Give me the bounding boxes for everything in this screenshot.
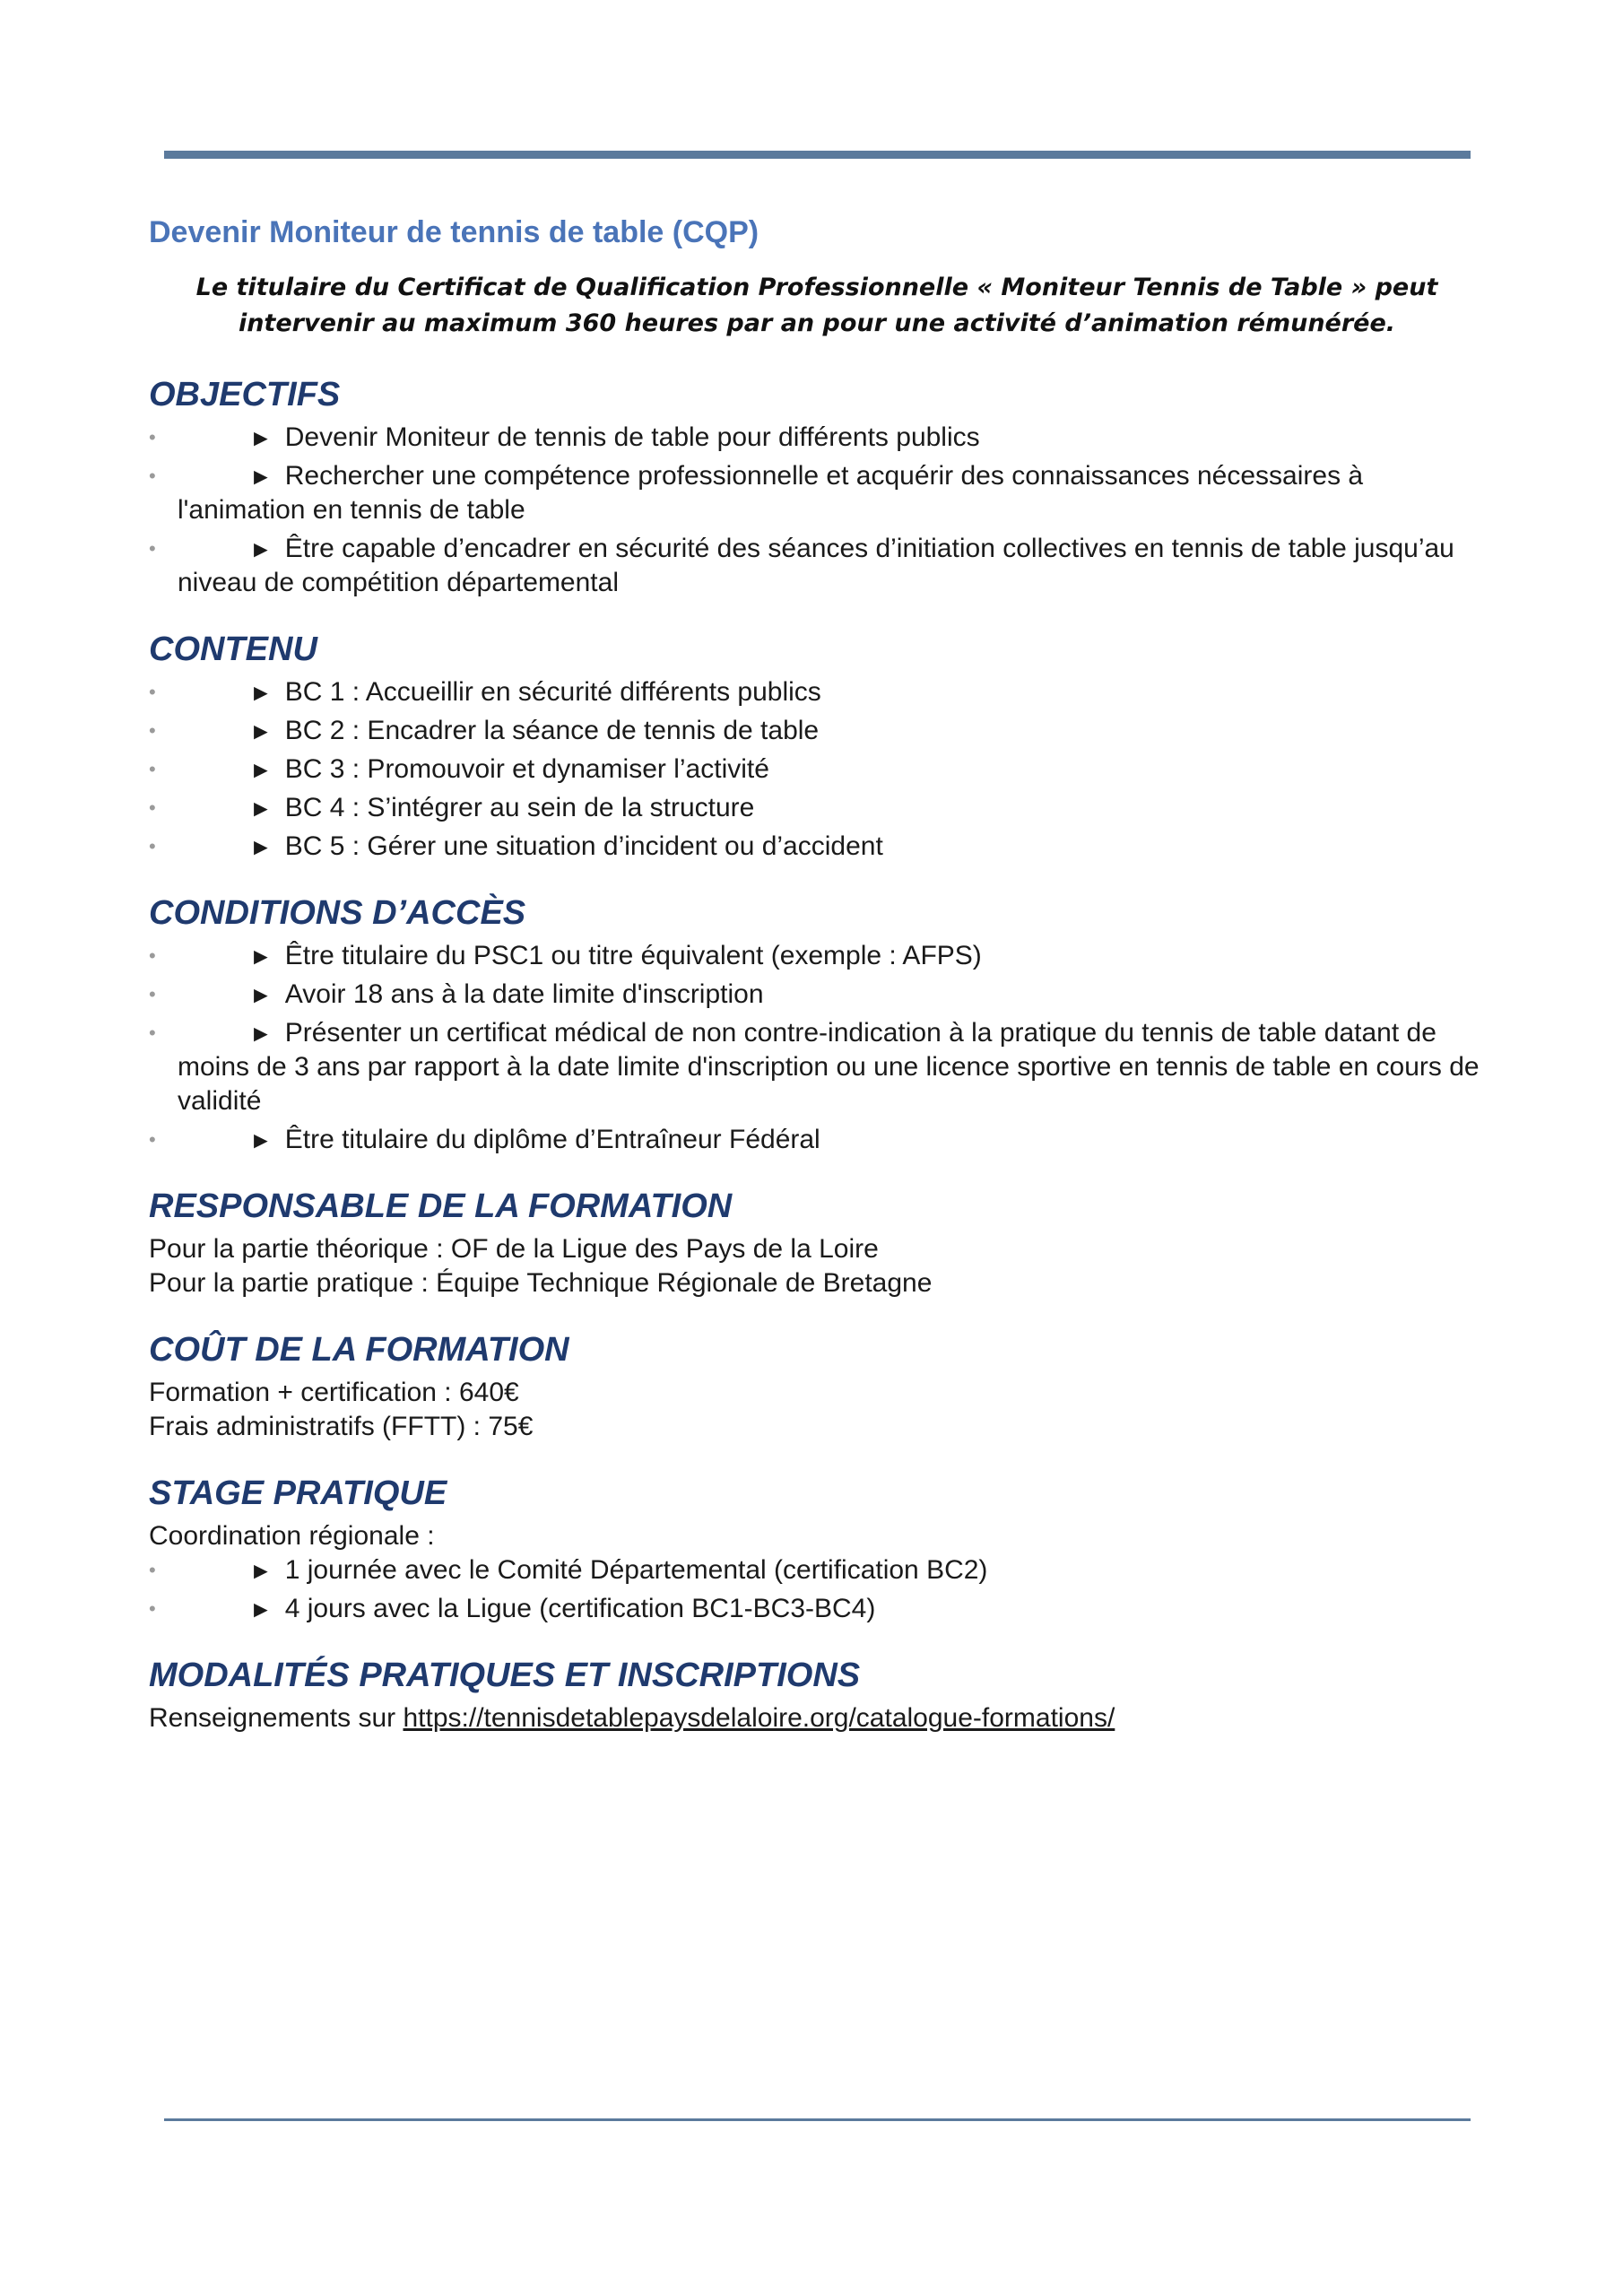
list-item-text: Avoir 18 ans à la date limite d'inscription: [284, 979, 764, 1009]
top-rule: [164, 151, 1471, 159]
section-modalites: [149, 1655, 1485, 1735]
list-item: [149, 830, 1485, 864]
list-item: [149, 1553, 1485, 1587]
bullet-icon: •: [149, 1559, 156, 1581]
responsable-practice-line: Pour la partie pratique : Équipe Technique Régionale de Bretagne: [149, 1268, 933, 1298]
modalites-line: [149, 1701, 1485, 1735]
document-title: Devenir Moniteur de tennis de table (CQP): [149, 215, 759, 249]
list-item: [149, 791, 1485, 825]
section-heading-modalites: MODALITÉS PRATIQUES ET INSCRIPTIONS: [149, 1657, 861, 1694]
section-responsable: [149, 1186, 1485, 1300]
list-item-text: BC 4 : S’intégrer au sein de la structure: [284, 793, 755, 822]
list-item: [149, 421, 1485, 455]
arrow-icon: ►: [249, 795, 273, 822]
bullet-icon: •: [149, 537, 156, 560]
arrow-icon: ►: [249, 981, 273, 1008]
list-item-text: BC 3 : Promouvoir et dynamiser l’activité: [284, 754, 769, 784]
bullet-icon: •: [149, 1022, 156, 1044]
bullet-icon: •: [149, 681, 156, 703]
arrow-icon: ►: [249, 1596, 273, 1622]
bullet-icon: •: [149, 719, 156, 742]
bottom-rule: [164, 2118, 1471, 2121]
section-objectifs: [149, 374, 1485, 600]
section-heading-contenu: CONTENU: [149, 631, 317, 668]
responsable-theory-line: Pour la partie théorique : OF de la Ligue des Pays de la Loire: [149, 1234, 879, 1264]
list-item-text: Rechercher une compétence professionnelle et acquérir des connaissances nécessaires à l'animation en tennis de table: [178, 461, 1364, 525]
list-item-text: Être titulaire du diplôme d’Entraîneur Fédéral: [284, 1125, 820, 1154]
list-item-text: Être capable d’encadrer en sécurité des séances d’initiation collectives en tennis de table jusqu’au niveau de compétition départemental: [178, 534, 1454, 597]
section-heading-objectifs: OBJECTIFS: [149, 376, 341, 413]
bullet-icon: •: [149, 1128, 156, 1151]
bullet-icon: •: [149, 426, 156, 448]
bullet-icon: •: [149, 465, 156, 487]
bullet-icon: •: [149, 1597, 156, 1620]
list-item-text: Devenir Moniteur de tennis de table pour différents publics: [284, 422, 980, 452]
list-item-text: Présenter un certificat médical de non contre-indication à la pratique du tennis de table datant de moins de 3 ans par rapport à la date limite d'inscription ou une licence sportive en tennis de table en cours de validité: [178, 1018, 1480, 1116]
bullet-icon: •: [149, 944, 156, 967]
list-item-text: 4 jours avec la Ligue (certification BC1-BC3-BC4): [284, 1594, 876, 1623]
section-heading-stage: STAGE PRATIQUE: [149, 1474, 447, 1512]
list-item: [149, 978, 1485, 1012]
list-item: [149, 1016, 1485, 1118]
arrow-icon: ►: [249, 1126, 273, 1153]
stage-list: [149, 1553, 1485, 1626]
section-cout: [149, 1329, 1485, 1444]
list-item-text: BC 1 : Accueillir en sécurité différents publics: [284, 677, 821, 707]
list-item: [149, 675, 1485, 709]
list-item-text: 1 journée avec le Comité Départemental (certification BC2): [284, 1555, 988, 1585]
list-item-text: Être titulaire du PSC1 ou titre équivalent (exemple : AFPS): [284, 941, 982, 970]
section-heading-responsable: RESPONSABLE DE LA FORMATION: [149, 1187, 733, 1225]
arrow-icon: ►: [249, 718, 273, 744]
arrow-icon: ►: [249, 424, 273, 451]
bullet-icon: •: [149, 758, 156, 780]
list-item: [149, 1592, 1485, 1626]
list-item: [149, 1123, 1485, 1157]
contenu-list: [149, 675, 1485, 864]
cost-formation-line: Formation + certification : 640€: [149, 1378, 519, 1407]
section-conditions: [149, 892, 1485, 1157]
arrow-icon: ►: [249, 1020, 273, 1047]
list-item: [149, 939, 1485, 973]
stage-intro: Coordination régionale :: [149, 1521, 435, 1551]
list-item: [149, 532, 1485, 600]
arrow-icon: ►: [249, 679, 273, 706]
arrow-icon: ►: [249, 463, 273, 490]
section-stage: [149, 1473, 1485, 1626]
objectifs-list: [149, 421, 1485, 600]
list-item: [149, 714, 1485, 748]
arrow-icon: ►: [249, 833, 273, 860]
section-heading-cout: COÛT DE LA FORMATION: [149, 1331, 569, 1369]
arrow-icon: ►: [249, 943, 273, 970]
bullet-icon: •: [149, 983, 156, 1005]
catalogue-link[interactable]: https://tennisdetablepaysdelaloire.org/catalogue-formations/: [403, 1703, 1115, 1733]
document-body: [149, 208, 1485, 1764]
list-item: [149, 752, 1485, 787]
cost-admin-line: Frais administratifs (FFTT) : 75€: [149, 1412, 534, 1441]
section-heading-conditions: CONDITIONS D’ACCÈS: [149, 894, 526, 932]
section-contenu: [149, 629, 1485, 864]
list-item-text: BC 5 : Gérer une situation d’incident ou d’accident: [284, 831, 883, 861]
list-item-text: BC 2 : Encadrer la séance de tennis de table: [284, 716, 820, 745]
intro-paragraph: Le titulaire du Certificat de Qualification Professionnelle « Moniteur Tennis de Table » peut intervenir au maximum 360 heures par an pour une activité d’animation rémunérée.: [195, 274, 1438, 337]
arrow-icon: ►: [249, 535, 273, 562]
list-item: [149, 459, 1485, 527]
modalites-prefix: Renseignements sur: [149, 1703, 404, 1733]
arrow-icon: ►: [249, 756, 273, 783]
bullet-icon: •: [149, 835, 156, 857]
conditions-list: [149, 939, 1485, 1157]
arrow-icon: ►: [249, 1557, 273, 1584]
bullet-icon: •: [149, 796, 156, 819]
